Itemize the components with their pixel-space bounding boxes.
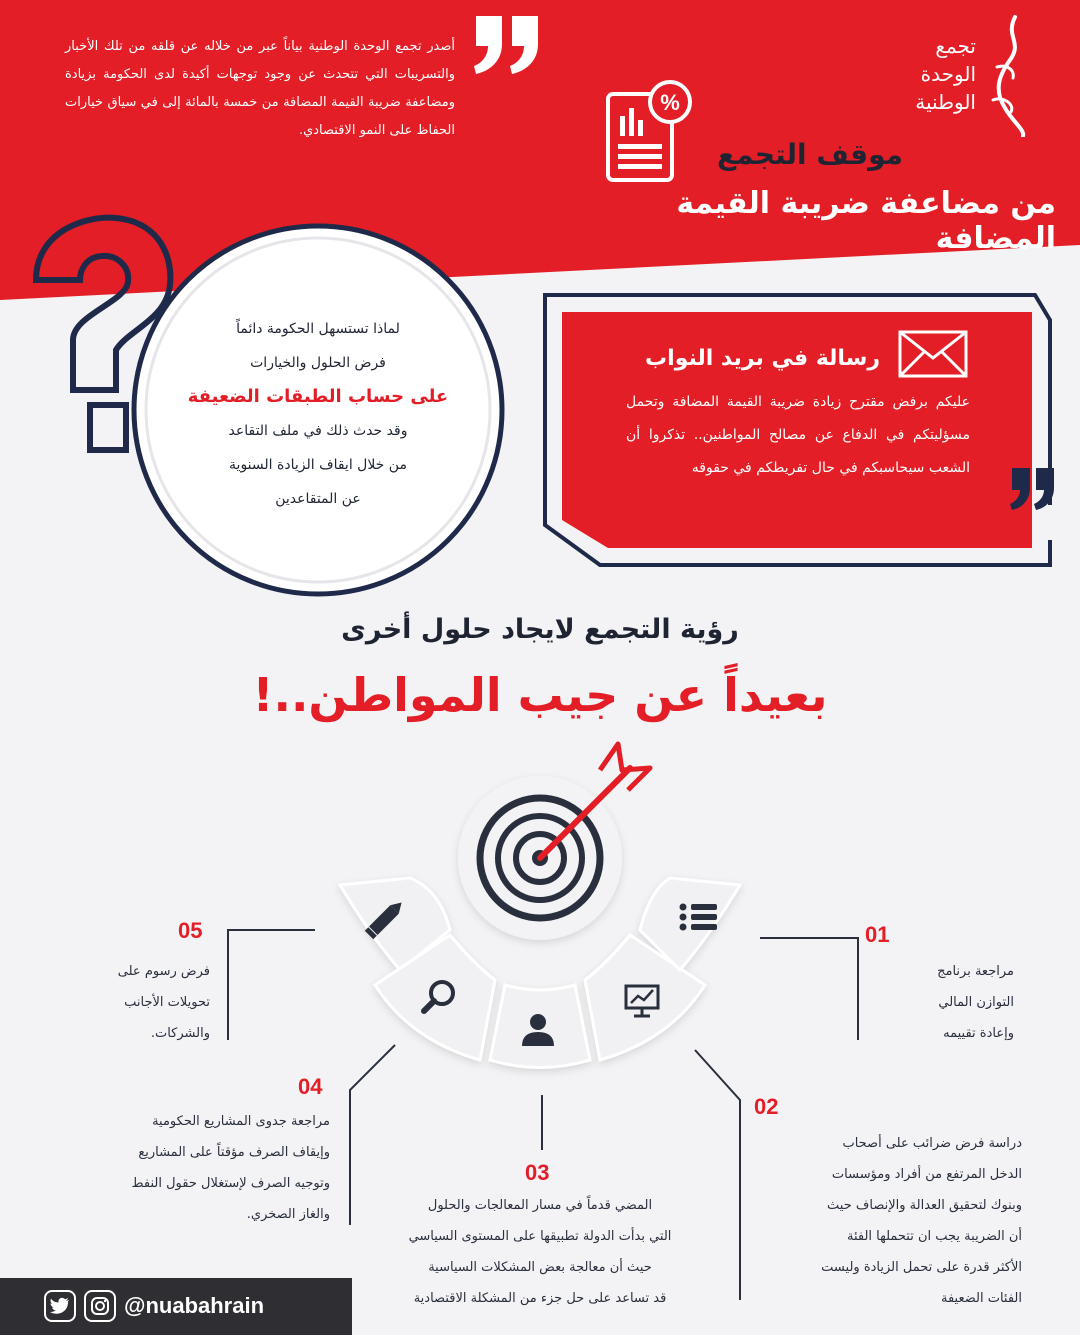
mail-title: رسالة في بريد النواب [645,346,880,371]
question-line-5: عن المتقاعدين [275,491,361,507]
twitter-icon[interactable] [44,1290,76,1322]
social-links [44,1290,264,1322]
step-01-text: مراجعة برنامج التوازن المالي وإعادة تقييمه [937,964,1014,1041]
question-line-3: وقد حدث ذلك في ملف التقاعد [228,423,408,439]
step-04-text: مراجعة جدوى المشاريع الحكومية وإيقاف الصرف مؤقتاً على المشاريع وتوجيه الصرف لإستغلال حقول النفط والغاز الصخري. [131,1114,330,1222]
logo-text [880,32,976,116]
calligraphy-logo-icon [985,12,1035,137]
question-line-4: من خلال ايقاف الزيادة السنوية [229,457,407,473]
step-03-text: المضي قدماً في مسار المعالجات والحلول التي بدأت الدولة تطبيقها على المستوى السياسي حيث أن معالجة بعض المشكلات السياسية قد تساعد على حل جزء من المشكلة الاقتصادية [408,1198,672,1306]
vision-subtitle: بعيداً عن جيب المواطن..! [252,668,828,722]
question-line-1: لماذا تستسهل الحكومة دائماً [236,321,400,337]
step-02-text: دراسة فرض ضرائب على أصحاب الدخل المرتفع من أفراد ومؤسسات وبنوك لتحقيق العدالة والإنصاف حيث أن الضريبة يجب ان تتحملها الفئة الأكثر قدرة على تحمل الزيادة وليست الفئات الضعيفة [821,1136,1022,1306]
vision-title: رؤية التجمع لايجاد حلول أخرى [341,614,739,645]
quote-mark-icon [1008,468,1058,510]
logo-line-3: الوطنية [915,90,976,114]
step-05-number: 05 [178,918,203,943]
question-line-2: فرض الحلول والخيارات [250,355,386,371]
svg-text:%: % [660,90,680,115]
quote-mark-icon [470,16,542,74]
question-circle-text [160,312,476,516]
logo-line-2: الوحدة [920,62,976,86]
question-highlight: على حساب الطبقات الضعيفة [187,386,449,407]
intro-paragraph: أصدر تجمع الوحدة الوطنية بياناً عبر من خلاله عن قلقه من تلك الأخبار والتسريبات التي تتحدث عن وجود توجهات أكيدة لدى الحكومة بزيادة ومضاعفة ضريبة القيمة المضافة من خمسة بالمائة إلى في سياق خيارات الحفاظ على النمو الاقتصادي. [65,39,455,138]
step-05-text: فرض رسوم على تحويلات الأجانب والشركات. [117,964,210,1041]
step-03-number: 03 [525,1160,550,1185]
question-mark-icon [28,210,178,460]
step-01-number: 01 [865,922,890,947]
header-title-line1: موقف التجمع [717,138,903,171]
instagram-icon[interactable] [84,1290,116,1322]
logo-line-1: تجمع [935,34,976,58]
step-02-number: 02 [754,1094,779,1119]
mail-body: عليكم برفض مقترح زيادة ضريبة القيمة المضافة وتحمل مسؤليتكم في الدفاع عن مصالح المواطنين.. تذكروا أن الشعب سيحاسبكم في حال تفريطكم في حقوقه [626,394,970,476]
social-handle[interactable]: @nuabahrain [124,1293,265,1318]
envelope-icon [898,330,968,378]
step-04-number: 04 [298,1074,323,1099]
percent-document-icon [598,78,698,186]
header-title-line2: من مضاعفة ضريبة القيمة المضافة [676,186,1056,256]
